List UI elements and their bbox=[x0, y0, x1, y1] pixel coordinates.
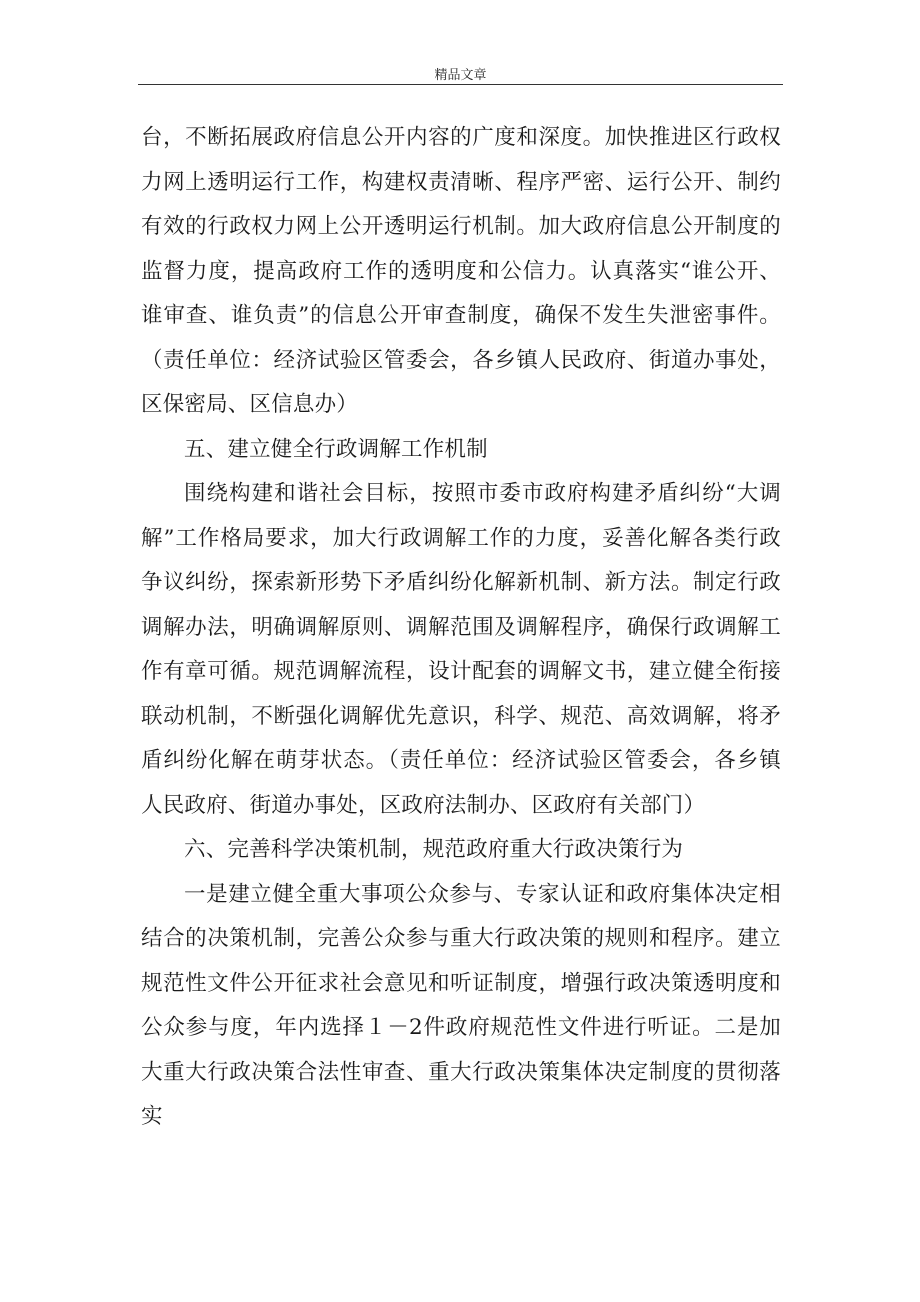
header-divider bbox=[138, 84, 783, 85]
section-heading-5: 五、建立健全行政调解工作机制 bbox=[184, 436, 488, 462]
paragraph-decision-making: 一是建立健全重大事项公众参与、专家认证和政府集体决定相结合的决策机制，完善公众参与重大行政决策的规则和程序。建立规范性文件公开征求社会意见和听证制度，增强行政决策透明度和公众参与度，年内选择１－2件政府规范性文件进行听证。二是加大重大行政决策合法性审查、重大行政决策集体决定制度的贯彻落实 bbox=[141, 881, 781, 1129]
document-body bbox=[141, 116, 781, 1140]
paragraph-continuation: 台，不断拓展政府信息公开内容的广度和深度。加快推进区行政权力网上透明运行工作，构建权责清晰、程序严密、运行公开、制约有效的行政权力网上公开透明运行机制。加大政府信息公开制度的监督力度，提高政府工作的透明度和公信力。认真落实“谁公开、谁审查、谁负责”的信息公开审查制度，确保不发生失泄密事件。（责任单位：经济试验区管委会，各乡镇人民政府、街道办事处，区保密局、区信息办） bbox=[141, 125, 781, 417]
section-heading-6: 六、完善科学决策机制，规范政府重大行政决策行为 bbox=[184, 837, 684, 862]
paragraph-mediation: 围绕构建和谐社会目标，按照市委市政府构建矛盾纠纷“大调解”工作格局要求，加大行政调解工作的力度，妥善化解各类行政争议纠纷，探索新形势下矛盾纠纷化解新机制、新方法。制定行政调解办法，明确调解原则、调解范围及调解程序，确保行政调解工作有章可循。规范调解流程，设计配套的调解文书，建立健全衔接联动机制，不断强化调解优先意识，科学、规范、高效调解，将矛盾纠纷化解在萌芽状态。（责任单位：经济试验区管委会，各乡镇人民政府、街道办事处，区政府法制办、区政府有关部门） bbox=[141, 481, 781, 818]
page-header-title: 精品文章 bbox=[434, 68, 487, 83]
